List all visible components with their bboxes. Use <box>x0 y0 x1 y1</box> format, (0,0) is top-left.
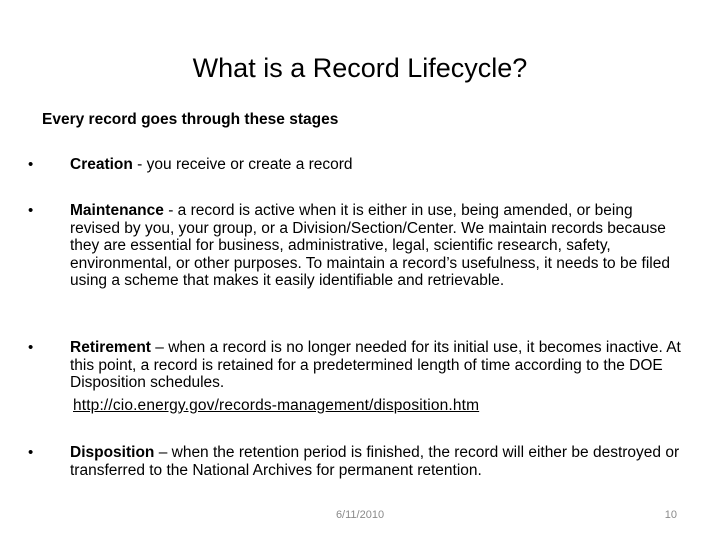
stage-term: Creation <box>70 156 133 173</box>
stage-description: - you receive or create a record <box>132 156 353 173</box>
footer-date: 6/11/2010 <box>335 509 385 521</box>
bullet-marker: • <box>28 339 34 356</box>
stage-term: Disposition <box>70 444 155 461</box>
slide-title: What is a Record Lifecycle? <box>192 53 528 83</box>
stage-description: – when the retention period is finished, the record will either be destroyed or transferred to the National Archives for permanent retention. <box>70 444 680 479</box>
stage-body <box>70 339 685 414</box>
bullet-marker: • <box>28 444 34 461</box>
bullet-marker: • <box>28 202 34 219</box>
stage-description: – when a record is no longer needed for its initial use, it becomes inactive. At this point, a record is retained for a predetermined length of time according to the DOE Disposition schedules. <box>70 339 681 392</box>
stage-term: Retirement <box>70 339 151 356</box>
stage-body <box>70 444 685 479</box>
page-number: 10 <box>664 509 677 521</box>
slide-subtitle: Every record goes through these stages <box>42 111 339 128</box>
disposition-schedule-link[interactable]: http://cio.energy.gov/records-management/disposition.htm <box>73 396 480 414</box>
stage-body <box>70 202 685 290</box>
bullet-marker: • <box>28 156 34 173</box>
stage-description: - a record is active when it is either in use, being amended, or being revised by you, your group, or a Division/Section/Center. We maintain records because they are essential for business, administrative, legal, scientific research, safety, environmental, or other purposes. To maintain a record’s usefulness, it needs to be filed using a scheme that makes it easily identifiable and retrievable. <box>70 202 670 290</box>
stage-term: Maintenance <box>70 202 164 219</box>
stage-body <box>70 156 685 174</box>
